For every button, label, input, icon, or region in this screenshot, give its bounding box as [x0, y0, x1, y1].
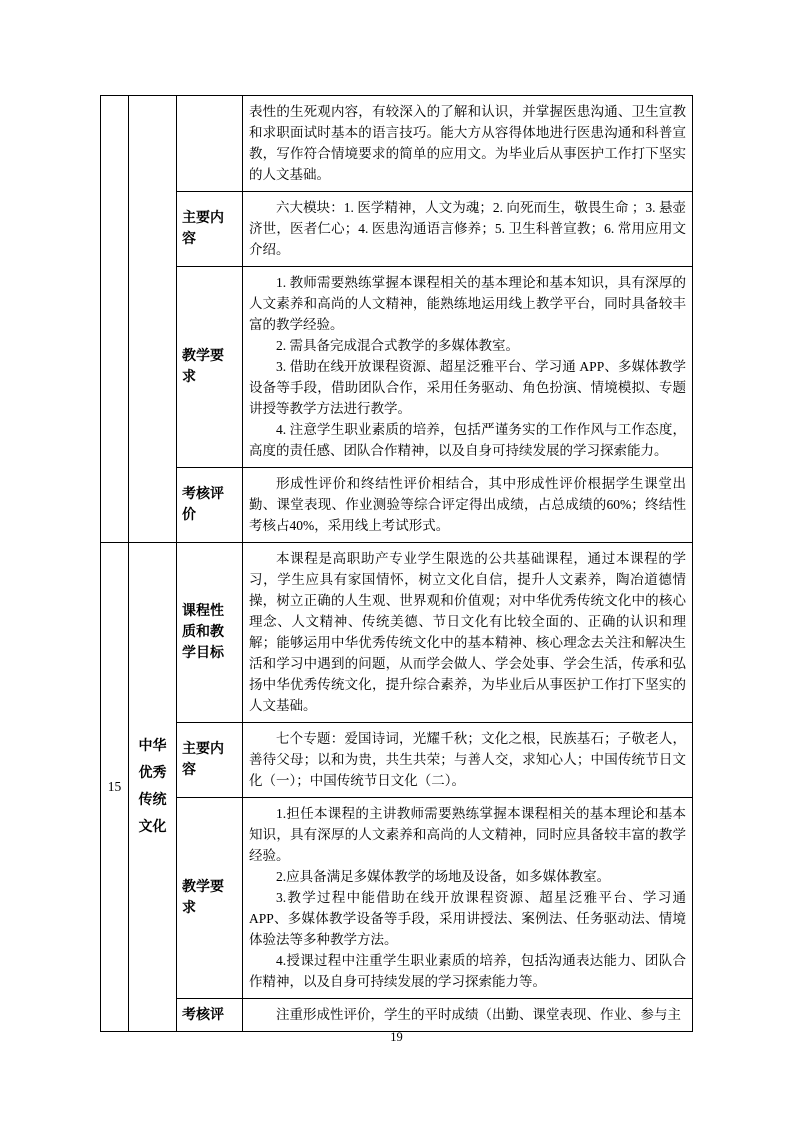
row-label: 考核评价 [182, 487, 224, 523]
row-content-cell [243, 543, 693, 723]
cell-paragraph: 1.担任本课程的主讲教师需要熟练掌握本课程相关的基本理论和基本知识，具有深厚的人文素养和高尚的人文精神，同时应具备较丰富的教学经验。 [249, 806, 686, 863]
table-row [101, 798, 693, 999]
row-label-cell [177, 723, 243, 798]
row-label: 课程性质和教学目标 [182, 604, 224, 661]
course-number-cell [101, 96, 129, 543]
row-label-cell [177, 798, 243, 999]
table-row [101, 543, 693, 723]
cell-paragraph: 2. 需具备完成混合式教学的多媒体教室。 [276, 338, 519, 353]
row-label-cell [177, 468, 243, 543]
cell-paragraph: 4.授课过程中注重学生职业素质的培养，包括沟通表达能力、团队合作精神，以及自身可持续发展的学习探索能力等。 [249, 953, 686, 989]
cell-paragraph: 六大模块：1. 医学精神，人文为魂；2. 向死而生，敬畏生命 ；3. 悬壶济世，医者仁心；4. 医患沟通语言修养；5. 卫生科普宣教；6. 常用应用文介绍。 [249, 200, 686, 257]
table-row [101, 267, 693, 468]
row-label: 教学要求 [182, 349, 224, 385]
table-row [101, 192, 693, 267]
cell-paragraph: 2.应具备满足多媒体教学的场地及设备，如多媒体教室。 [276, 869, 611, 884]
cell-paragraph: 4. 注意学生职业素质的培养，包括严谨务实的工作作风与工作态度，高度的责任感、团队合作精神，以及自身可持续发展的学习探索能力。 [249, 422, 686, 458]
row-content-cell [243, 192, 693, 267]
cell-paragraph: 本课程是高职助产专业学生限选的公共基础课程，通过本课程的学习，学生应具有家国情怀，树立文化自信，提升人文素养，陶冶道德情操，树立正确的人生观、世界观和价值观；对中华优秀传统文化中的核心理念、人文精神、传统美德、节日文化有比较全面的、正确的认识和理解；能够运用中华优秀传统文化中的基本精神、核心理念去关注和解决生活和学习中遇到的问题，从而学会做人、学会处事、学会生活，传承和弘扬中华优秀传统文化，提升综合素养，为毕业后从事医护工作打下坚实的人文基础。 [249, 551, 686, 713]
page-number: 19 [390, 1030, 403, 1044]
course-syllabus-table [100, 95, 693, 1032]
cell-paragraph: 七个专题：爱国诗词，光耀千秋；文化之根，民族基石；子敬老人，善待父母；以和为贵，共生共荣；与善人交，求知心人；中国传统节日文化（一）；中国传统节日文化（二）。 [249, 731, 686, 788]
course-name-cell [129, 96, 177, 543]
cell-paragraph: 1. 教师需要熟练掌握本课程相关的基本理论和基本知识，具有深厚的人文素养和高尚的人文精神，能熟练地运用线上教学平台，同时具备较丰富的教学经验。 [249, 275, 686, 332]
row-label: 主要内容 [182, 742, 224, 778]
row-label: 考核评 [182, 1007, 224, 1023]
row-label: 教学要求 [182, 880, 224, 916]
cell-paragraph: 注重形成性评价，学生的平时成绩（出勤、课堂表现、作业、参与主 [276, 1007, 681, 1022]
row-content-cell [243, 267, 693, 468]
table-row [101, 468, 693, 543]
course-number-cell: 15 [101, 543, 129, 1032]
cell-paragraph: 表性的生死观内容，有较深入的了解和认识，并掌握医患沟通、卫生宣教和求职面试时基本的语言技巧。能大方从容得体地进行医患沟通和科普宣教，写作符合情境要求的简单的应用文。为毕业后从事医护工作打下坚实的人文基础。 [249, 104, 686, 182]
row-content-cell [243, 798, 693, 999]
course-name: 中华优秀传统文化 [138, 739, 167, 835]
row-label-cell [177, 96, 243, 192]
row-label-cell [177, 543, 243, 723]
row-label-cell [177, 192, 243, 267]
course-name-cell [129, 543, 177, 1032]
row-label: 主要内容 [182, 211, 224, 247]
table-row [101, 96, 693, 192]
row-label-cell [177, 267, 243, 468]
cell-paragraph: 3. 借助在线开放课程资源、超星泛雅平台、学习通 APP、多媒体教学设备等手段，借助团队合作，采用任务驱动、角色扮演、情境模拟、专题讲授等教学方法进行教学。 [249, 359, 686, 416]
table-row [101, 723, 693, 798]
row-label-cell [177, 999, 243, 1032]
row-content-cell [243, 96, 693, 192]
row-content-cell [243, 723, 693, 798]
cell-paragraph: 形成性评价和终结性评价相结合，其中形成性评价根据学生课堂出勤、课堂表现、作业测验等综合评定得出成绩，占总成绩的60%；终结性考核占40%，采用线上考试形式。 [249, 476, 686, 533]
row-content-cell [243, 468, 693, 543]
row-content-cell [243, 999, 693, 1032]
cell-paragraph: 3.教学过程中能借助在线开放课程资源、超星泛雅平台、学习通 APP、多媒体教学设备等手段，采用讲授法、案例法、任务驱动法、情境体验法等多种教学方法。 [249, 890, 686, 947]
table-row [101, 999, 693, 1032]
